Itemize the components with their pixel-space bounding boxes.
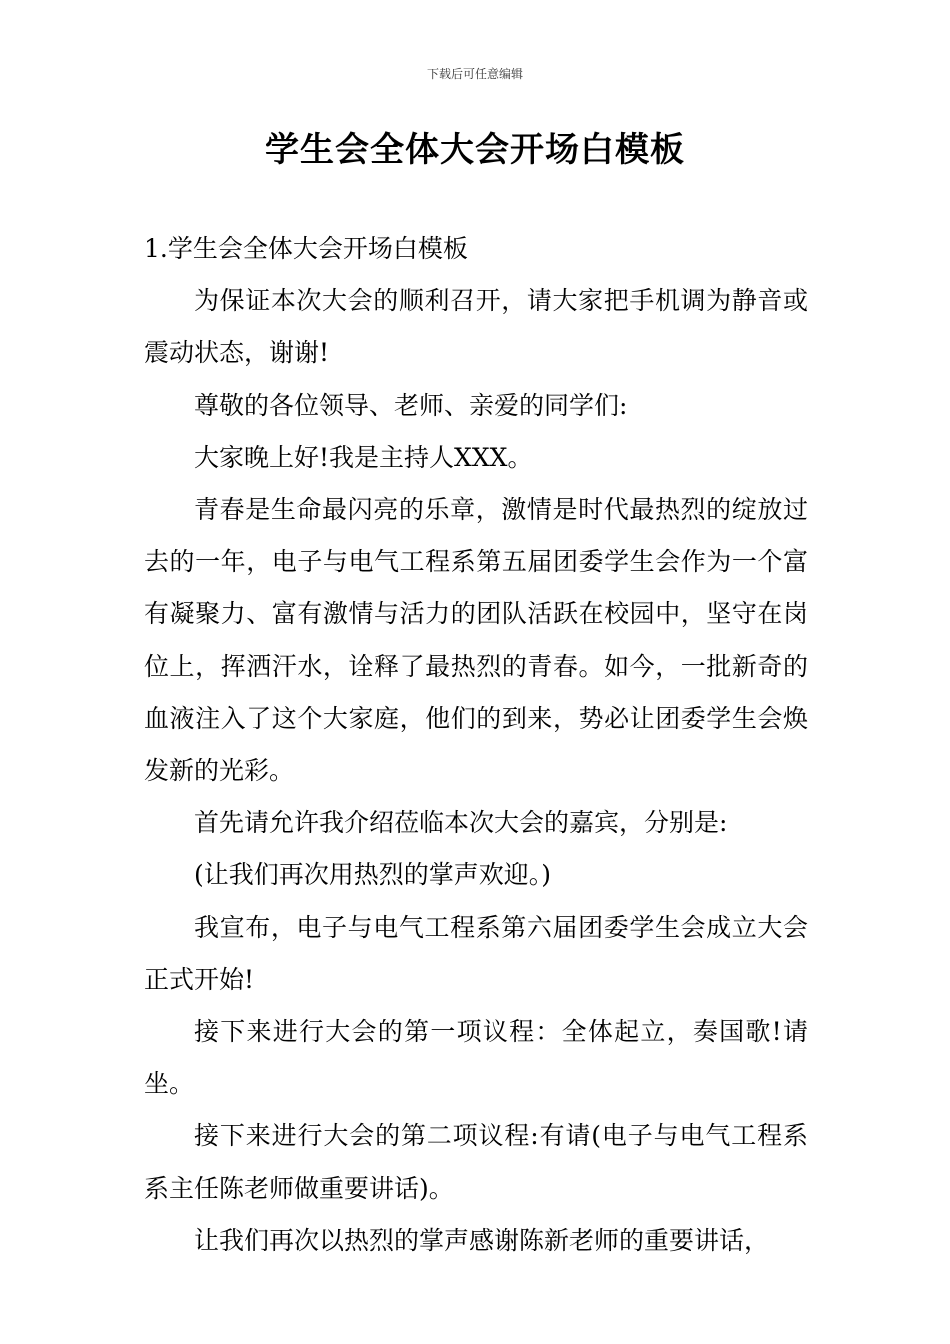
paragraph-thanks: 让我们再次以热烈的掌声感谢陈新老师的重要讲话，: [194, 1225, 770, 1255]
paragraph-phone-notice: 为保证本次大会的顺利召开，请大家把手机调为静音或震动状态，谢谢!: [144, 286, 808, 368]
document-body: [144, 223, 808, 1267]
paragraph-agenda-one: 接下来进行大会的第一项议程：全体起立，奏国歌!请坐。: [144, 1017, 808, 1099]
paragraph-introduce-guests: 首先请允许我介绍莅临本次大会的嘉宾，分别是:: [194, 808, 728, 838]
paragraph-host-intro: 大家晚上好!我是主持人XXX。: [194, 442, 533, 472]
section-heading: 1.学生会全体大会开场白模板: [144, 234, 468, 263]
paragraph-greeting-guests: 尊敬的各位领导、老师、亲爱的同学们:: [194, 390, 628, 420]
paragraph-agenda-two: 接下来进行大会的第二项议程:有请(电子与电气工程系系主任陈老师做重要讲话)。: [144, 1121, 808, 1203]
paragraph-youth: 青春是生命最闪亮的乐章，激情是时代最热烈的绽放过去的一年，电子与电气工程系第五届团委学生会作为一个富有凝聚力、富有激情与活力的团队活跃在校园中，坚守在岗位上，挥洒汗水，诠释了最热烈的青春。如今，一批新奇的血液注入了这个大家庭，他们的到来，势必让团委学生会焕发新的光彩。: [144, 495, 808, 786]
paragraph-applause: (让我们再次用热烈的掌声欢迎。): [194, 860, 552, 890]
paragraph-announce-start: 我宣布，电子与电气工程系第六届团委学生会成立大会正式开始!: [144, 912, 808, 994]
header-note: 下载后可任意编辑: [426, 67, 523, 81]
document-title: 学生会全体大会开场白模板: [265, 130, 685, 170]
